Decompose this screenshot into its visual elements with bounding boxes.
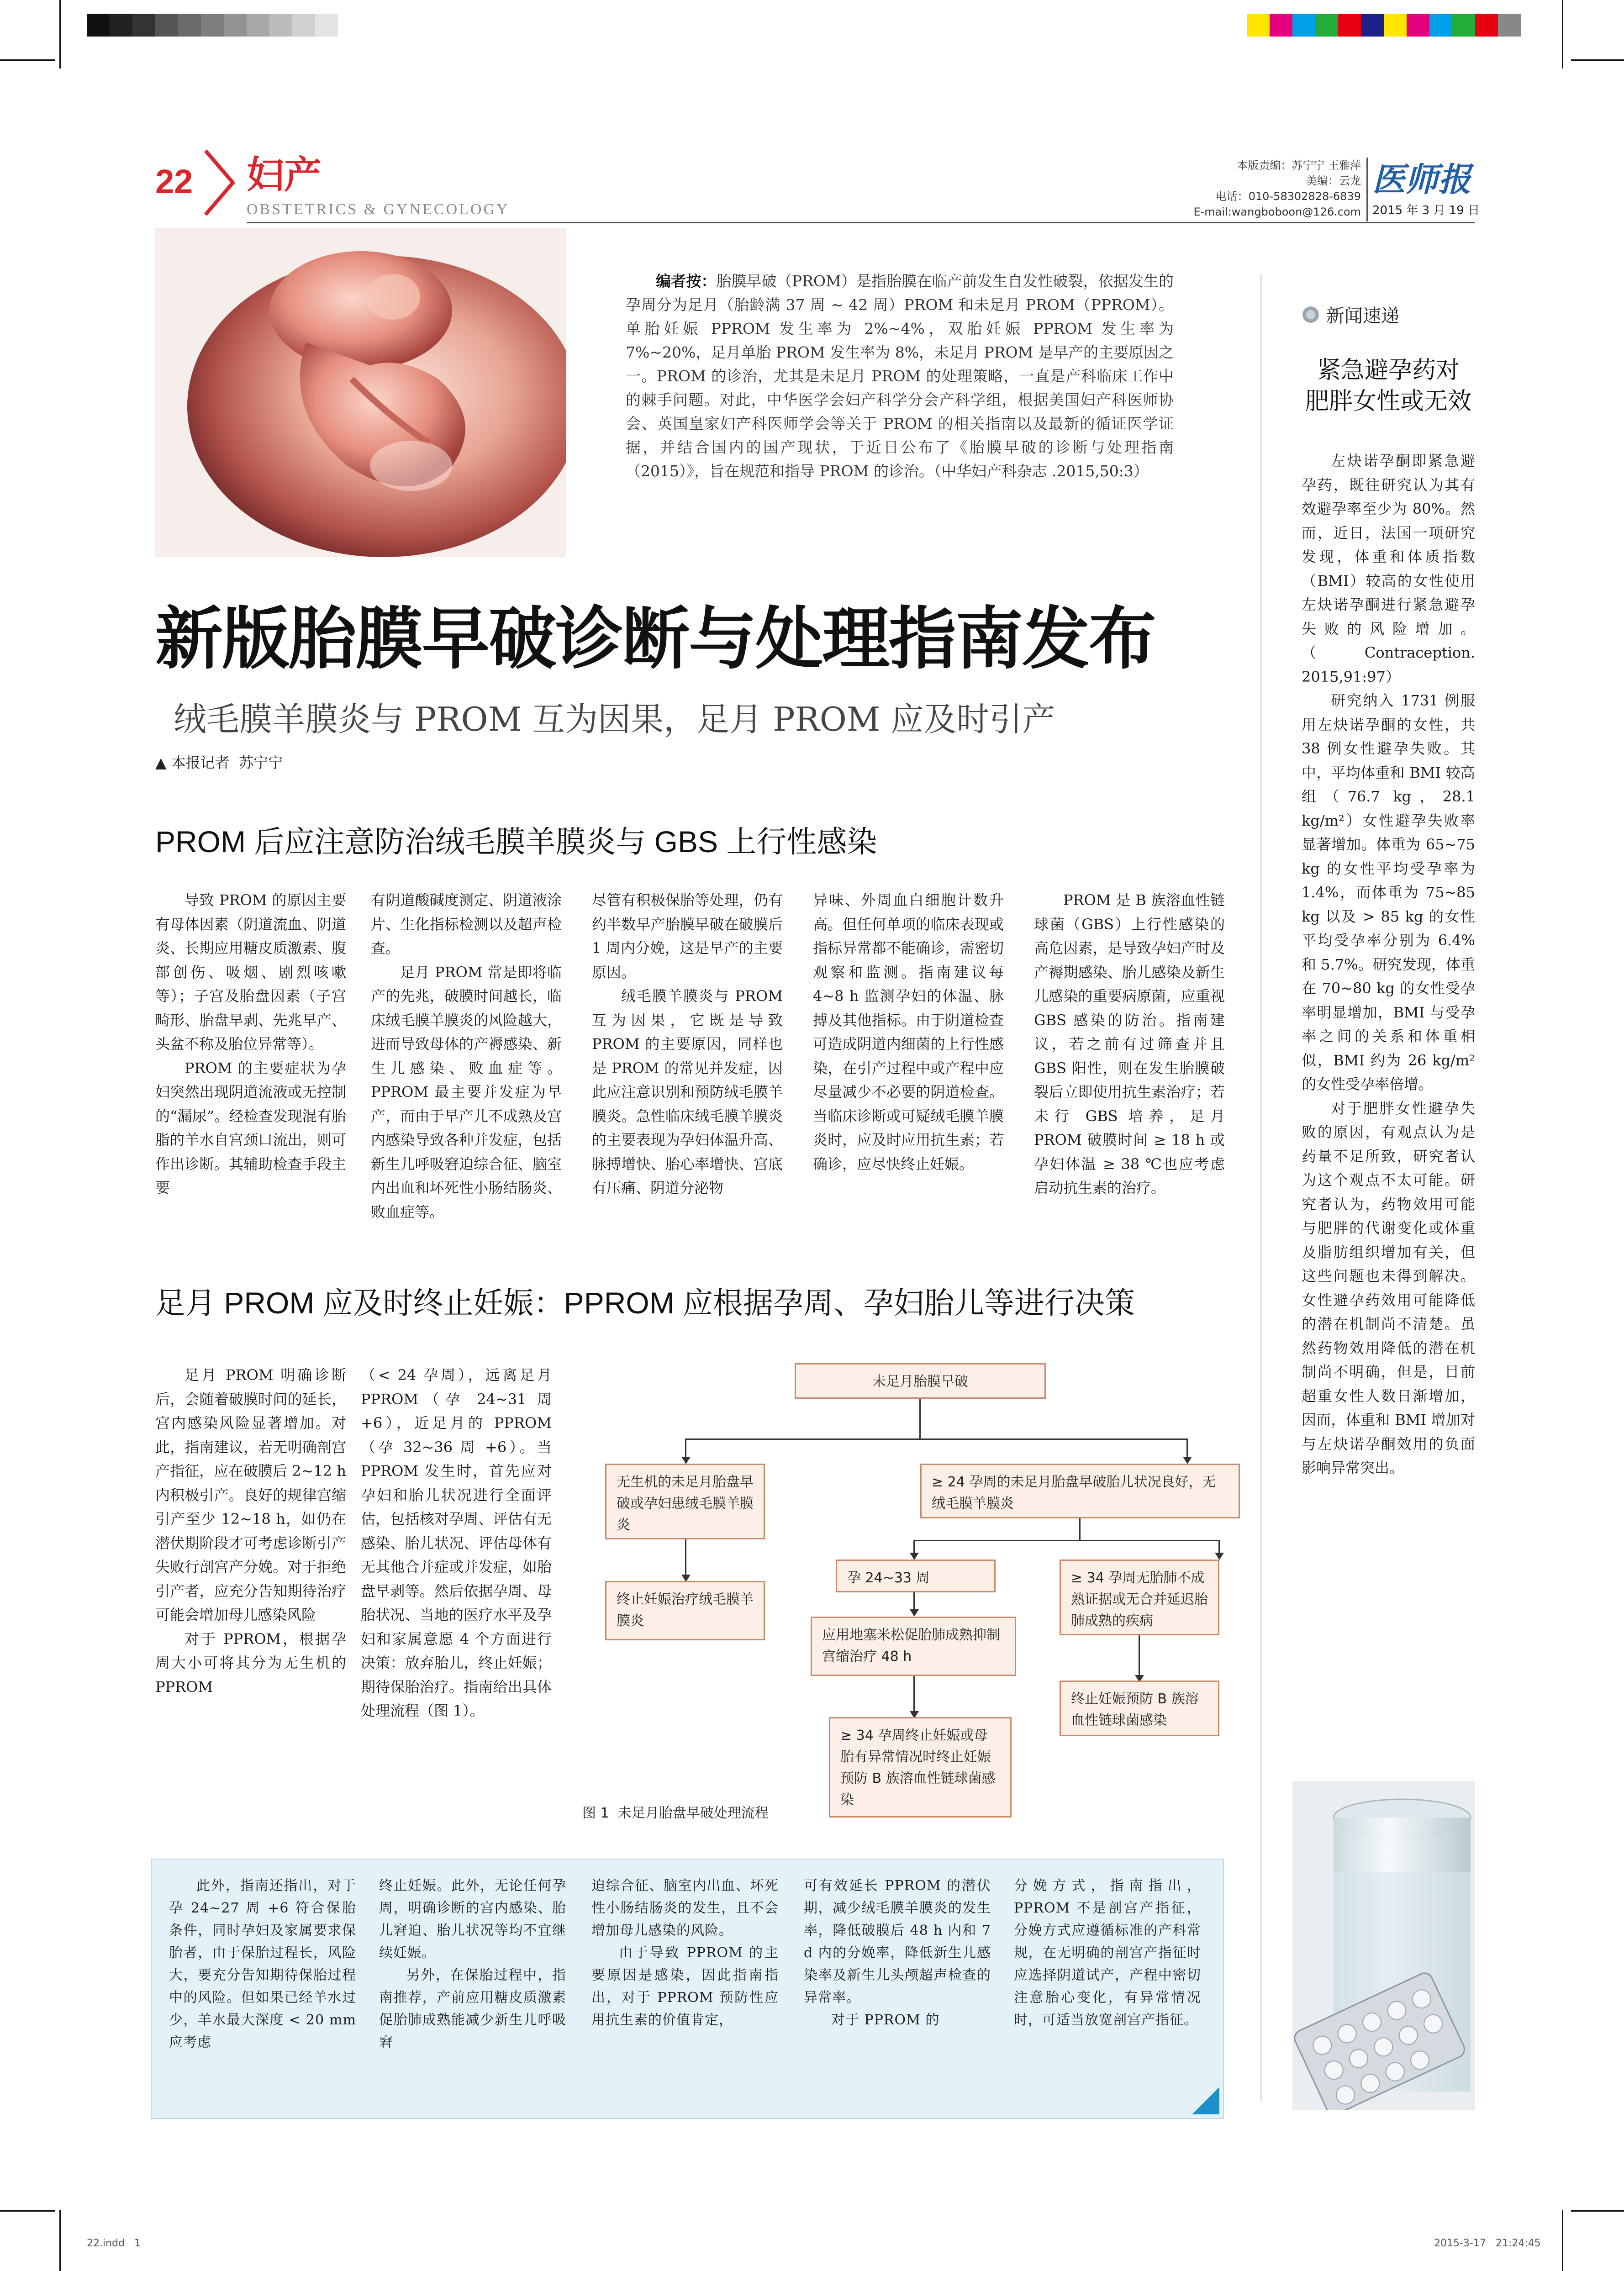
- paragraph: （< 24 孕周），远离足月 PPROM（孕 24~31 周 +6），近足月的 PPROM（孕 32~36 周 +6）。当 PPROM 发生时，首先应对孕妇和胎儿状况进行全面评估，包括核对孕周、评估有无感染、胎儿状况、评估母体有无其他合并症或并发症，如胎盘早剥等。然后依据孕周、母胎状况、当地的医疗水平及孕妇和家属意愿 4 个方面进行决策：放弃胎儿，终止妊娠；期待保胎治疗。指南给出具体处理流程（图 1）。: [361, 1366, 552, 1719]
- section1-col2: [371, 888, 562, 1224]
- bottom-col4: [804, 1875, 991, 2031]
- sidebar-title-line2: 肥胖女性或无效: [1305, 388, 1471, 415]
- paragraph: 足月 PROM 明确诊断后，会随着破膜时间的延长，宫内感染风险显著增加。对此，指南建议，若无明确剖宫产指征，应在破膜后 2~12 h 内积极引产。良好的规律宫缩引产至少 12~18 h，如仍在潜伏期阶段才可考虑诊断引产失败行剖宫产分娩。对于拒绝引产者，应充分告知期待治疗可能会增加母儿感染风险: [155, 1366, 346, 1623]
- design-line: 美编：云龙: [1306, 174, 1361, 187]
- sidebar-title: [1302, 355, 1475, 417]
- flow-mid3: ≥ 34 孕周终止妊娠或母胎有异常情况时终止妊娠预防 B 族溶血性链球菌感染: [829, 1717, 1012, 1818]
- paragraph: 对于 PPROM 的: [831, 2012, 940, 2028]
- section1-col1: [155, 888, 346, 1200]
- byline: ▲ 本报记者 苏宁宁: [155, 754, 283, 771]
- paragraph: 尽管有积极保胎等处理，仍有约半数早产胎膜早破在破膜后 1 周内分娩，这是早产的主要原因。: [592, 891, 783, 981]
- paragraph: PROM 的主要症状为孕妇突然出现阴道流液或无控制的“漏尿”。经检查发现混有胎脂的羊水自宫颈口流出，则可作出诊断。其辅助检查手段主要: [155, 1059, 346, 1196]
- flow-caption: 图 1 未足月胎盘早破处理流程: [582, 1805, 769, 1821]
- masthead-divider: [1366, 158, 1368, 221]
- paragraph: 导致 PROM 的原因主要有母体因素（阴道流血、阴道炎、长期应用糖皮质激素、腹部创伤、吸烟、剧烈咳嗽等）；子宫及胎盘因素（子宫畸形、胎盘早剥、先兆早产、头盆不称及胎位异常等）。: [155, 891, 346, 1053]
- paragraph: 分娩方式，指南指出，PPROM 不是剖宫产指征，分娩方式应遵循标准的产科常规，在无明确的剖宫产指征时应选择阴道试产，产程中密切注意胎心变化，有异常情况时，可适当放宽剖宫产指征。: [1014, 1878, 1201, 2028]
- headline: 新版胎膜早破诊断与处理指南发布: [155, 601, 1155, 677]
- paragraph: 此外，指南还指出，对于孕 24~27 周 +6 符合保胎条件，同时孕妇及家属要求保胎者，由于保胎过程长，风险大，要充分告知期待保胎过程中的风险。但如果已经羊水过少，羊水最大深度 < 20 mm 应考虑: [169, 1878, 356, 2050]
- sidebar-title-line1: 紧急避孕药对: [1317, 357, 1460, 384]
- section1-col5: [1034, 888, 1225, 1200]
- bottom-col1: [169, 1875, 356, 2054]
- paragraph: 左炔诺孕酮即紧急避孕药，既往研究认为其有效避孕率至少为 80%。然而，近日，法国一项研究发现，体重和体质指数（BMI）较高的女性使用左炔诺孕酮进行紧急避孕失败的风险增加。（Contraception. 2015,91:97）: [1302, 452, 1475, 685]
- flow-left1: 无生机的未足月胎盘早破或孕妇患绒毛膜羊膜炎: [605, 1464, 765, 1539]
- bullet-circle-icon: [1302, 306, 1320, 324]
- section2-col1: [155, 1363, 346, 1699]
- flow-right1: ≥ 24 孕周的未足月胎盘早破胎儿状况良好，无绒毛膜羊膜炎: [920, 1464, 1240, 1518]
- paragraph: 另外，在保胎过程中，指南推荐，产前应用糖皮质激素促胎肺成熟能减少新生儿呼吸窘: [379, 1967, 566, 2050]
- flow-left2: 终止妊娠治疗绒毛膜羊膜炎: [605, 1581, 765, 1640]
- flow-mid2: 应用地塞米松促胎肺成熟抑制宫缩治疗 48 h: [811, 1617, 1016, 1676]
- paragraph: 迫综合征、脑室内出血、坏死性小肠结肠炎的发生，且不会增加母儿感染的风险。: [591, 1878, 779, 1939]
- editor-note: [626, 269, 1174, 483]
- flow-mid1: 孕 24~33 周: [836, 1560, 996, 1592]
- section1-col3: [592, 888, 783, 1200]
- water-pills-photo: [1292, 1781, 1475, 2110]
- fetus-photo: [155, 228, 566, 557]
- section-title-cn: 妇产: [247, 154, 322, 196]
- paragraph: 终止妊娠。此外，无论任何孕周，明确诊断的宫内感染、胎儿窘迫、胎儿状况等均不宜继续妊娠。: [379, 1878, 566, 1961]
- paragraph: 足月 PROM 常是即将临产的先兆，破膜时间越长，临床绒毛膜羊膜炎的风险越大，进而导致母体的产褥感染、新生儿感染、败血症等。PPROM 最主要并发症为早产，而由于早产儿不成熟及宫内感染导致各种并发症，包括新生儿呼吸窘迫综合征、脑室内出血和坏死性小肠结肠炎、败血症等。: [371, 963, 562, 1221]
- paragraph: 由于导致 PPROM 的主要原因是感染，因此指南指出，对于 PPROM 预防性应用抗生素的价值肯定，: [591, 1945, 779, 2028]
- corner-triangle-icon: [1192, 2087, 1219, 2114]
- editor-info: [1169, 158, 1361, 220]
- section2-col2: [361, 1363, 552, 1723]
- section2-title: 足月 PROM 应及时终止妊娠：PPROM 应根据孕周、孕妇胎儿等进行决策: [155, 1286, 1135, 1320]
- footer-timestamp: 2015-3-17 21:24:45: [1434, 2238, 1541, 2249]
- header-rule: [247, 222, 1475, 223]
- paragraph: 可有效延长 PPROM 的潜伏期，减少绒毛膜羊膜炎的发生率，降低破膜后 48 h 内和 7 d 内的分娩率，降低新生儿感染率及新生儿头颅超声检查的异常率。: [804, 1878, 991, 2006]
- editor-note-text: 胎膜早破（PROM）是指胎膜在临产前发生自发性破裂，依据发生的孕周分为足月（胎龄满 37 周 ~ 42 周）PROM 和未足月 PROM（PPROM）。单胎妊娠 PPROM 发生率为 2%~4%，双胎妊娠 PPROM 发生率为 7%~20%，足月单胎 PROM 发生率为 8%，未足月 PROM 是早产的主要原因之一。PROM 的诊治，尤其是未足月 PROM 的处理策略，一直是产科临床工作中的棘手问题。对此，中华医学会妇产科学分会产科学组，根据美国妇产科医师协会、英国皇家妇产科医师学会等关于 PROM 的相关指南以及最新的循证医学证据，并结合国内的国产现状，于近日公布了《胎膜早破的诊断与处理指南（2015）》，旨在规范和指导 PROM 的诊治。（中华妇产科杂志 .2015,50:3）: [626, 272, 1174, 480]
- paragraph: 有阴道酸碱度测定、阴道液涂片、生化指标检测以及超声检查。: [371, 891, 562, 957]
- issue-date: 2015 年 3 月 19 日: [1372, 204, 1480, 217]
- footer-file: 22.indd 1: [87, 2238, 141, 2249]
- chevron-right-icon: [201, 146, 237, 219]
- bottom-col3: [591, 1875, 779, 2031]
- paragraph: 异味、外周血白细胞计数升高。但任何单项的临床表现或指标异常都不能确诊，需密切观察和监测。指南建议每 4~8 h 监测孕妇的体温、脉搏及其他指标。由于阴道检查可造成阴道内细菌的上行性感染，在引产过程中或产程中应尽量减少不必要的阴道检查。当临床诊断或可疑绒毛膜羊膜炎时，应及时应用抗生素；若确诊，应尽快终止妊娠。: [813, 891, 1004, 1173]
- section1-col4: [813, 888, 1004, 1176]
- section-title-en: OBSTETRICS & GYNECOLOGY: [247, 201, 510, 218]
- editor-note-label: 编者按：: [656, 272, 717, 290]
- paragraph: 研究纳入 1731 例服用左炔诺孕酮的女性，共 38 例女性避孕失败。其中，平均体重和 BMI 较高组（76.7 kg，28.1 kg/m²）女性避孕失败率显著增加。体重为 65~75 kg 的女性平均受孕率为 1.4%，而体重为 75~85 kg 以及 > 85 kg 的女性平均受孕率分别为 6.4% 和 5.7%。研究发现，体重在 70~80 kg 的女性受孕率明显增加，BMI 与受孕率之间的关系和体重相似，BMI 约为 26 kg/m² 的女性受孕率倍增。: [1302, 692, 1475, 1093]
- flow-far2: 终止妊娠预防 B 族溶血性链球菌感染: [1060, 1681, 1219, 1736]
- phone-line: 电话：010-58302828-6839: [1215, 190, 1361, 203]
- email-line: E-mail:wangboboon@126.com: [1193, 205, 1361, 218]
- subheadline: 绒毛膜羊膜炎与 PROM 互为因果，足月 PROM 应及时引产: [174, 700, 1055, 738]
- bottom-col2: [379, 1875, 566, 2054]
- bottom-col5: [1014, 1875, 1201, 2031]
- masthead-logo: 医师报: [1372, 160, 1471, 199]
- paragraph: 对于 PPROM，根据孕周大小可将其分为无生机的 PPROM: [155, 1630, 346, 1696]
- section1-title: PROM 后应注意防治绒毛膜羊膜炎与 GBS 上行性感染: [155, 825, 877, 859]
- paragraph: 对于肥胖女性避孕失败的原因，有观点认为是药量不足所致，研究者认为这个观点不太可能。研究者认为，药物效用可能与肥胖的代谢变化或体重及脂肪组织增加有关，但这些问题也未得到解决。女性避孕药效用可能降低的潜在机制尚不清楚。虽然药物效用降低的潜在机制尚不明确，但是，目前超重女性人数日渐增加，因而，体重和 BMI 增加对与左炔诺孕酮效用的负面影响异常突出。: [1302, 1099, 1475, 1476]
- flow-root: 未足月胎膜早破: [795, 1363, 1046, 1399]
- flow-far1: ≥ 34 孕周无胎肺不成熟证据或无合并延迟胎肺成熟的疾病: [1060, 1560, 1219, 1635]
- sidebar-divider: [1260, 274, 1262, 2101]
- sidebar: [1302, 301, 1475, 1480]
- paragraph: 绒毛膜羊膜炎与 PROM 互为因果，它既是导致 PROM 的主要原因，同样也是 PROM 的常见并发症，因此应注意识别和预防绒毛膜羊膜炎。急性临床绒毛膜羊膜炎的主要表现为孕妇体温升高、脉搏增快、胎心率增快、宫底有压痛、阴道分泌物: [592, 987, 783, 1196]
- sidebar-body: [1302, 449, 1475, 1480]
- sidebar-section-label: [1302, 301, 1475, 327]
- page-number: 22: [155, 163, 193, 200]
- editor-line: 本版责编：苏宁宁 王雅萍: [1237, 159, 1361, 172]
- paragraph: PROM 是 B 族溶血性链球菌（GBS）上行性感染的高危因素，是导致孕妇产时及产褥期感染、胎儿感染及新生儿感染的重要病原菌，应重视 GBS 感染的防治。指南建议，若之前有过筛查并且 GBS 阳性，则在发生胎膜破裂后立即使用抗生素治疗；若未行 GBS 培养，足月 PROM 破膜时间 ≥ 18 h 或孕妇体温 ≥ 38 ℃也应考虑启动抗生素的治疗。: [1034, 891, 1225, 1196]
- sidebar-label-text: 新闻速递: [1326, 306, 1399, 327]
